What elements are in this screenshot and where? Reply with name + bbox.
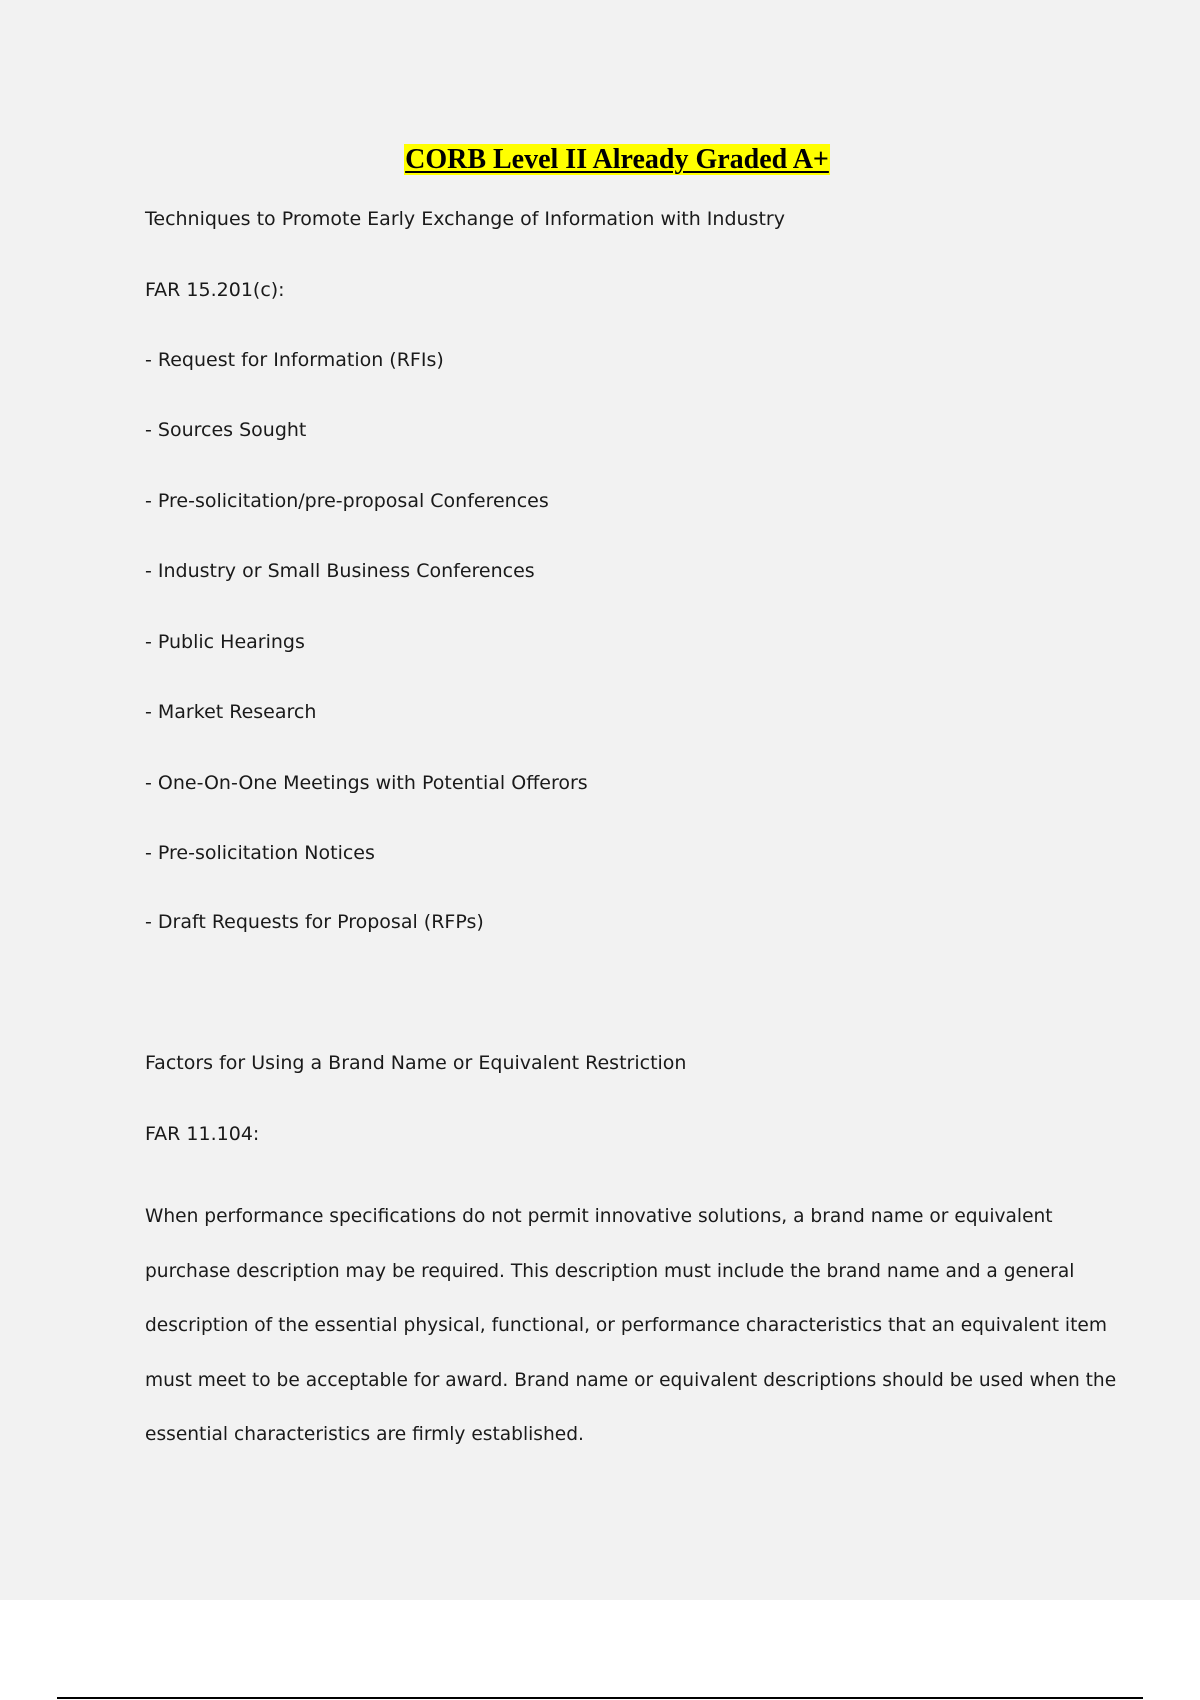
list-item: - Pre-solicitation/pre-proposal Conferences xyxy=(145,490,549,512)
section-1-reference: FAR 15.201(c): xyxy=(145,279,285,301)
page-divider xyxy=(57,1697,1143,1699)
list-item: - One-On-One Meetings with Potential Offerors xyxy=(145,772,588,794)
paragraph-line: When performance specifications do not permit innovative solutions, a brand name or equivalent xyxy=(145,1206,1053,1227)
paragraph-line: description of the essential physical, functional, or performance characteristics that an equivalent item xyxy=(145,1315,1107,1336)
list-item: - Request for Information (RFIs) xyxy=(145,349,444,371)
document-title xyxy=(0,143,1200,177)
paragraph-line: must meet to be acceptable for award. Brand name or equivalent descriptions should be used when the xyxy=(145,1369,1117,1391)
paragraph-line: essential characteristics are firmly established. xyxy=(145,1424,584,1445)
list-item: - Public Hearings xyxy=(145,631,305,653)
list-item: - Market Research xyxy=(145,701,317,723)
list-item: - Pre-solicitation Notices xyxy=(145,842,375,864)
section-2-heading: Factors for Using a Brand Name or Equivalent Restriction xyxy=(145,1052,687,1074)
list-item: - Draft Requests for Proposal (RFPs) xyxy=(145,911,484,933)
section-2-reference: FAR 11.104: xyxy=(145,1123,260,1145)
paragraph-line: purchase description may be required. This description must include the brand name and a general xyxy=(145,1260,1075,1282)
document-title-text: CORB Level II Already Graded A+ xyxy=(405,144,829,175)
section-1-heading: Techniques to Promote Early Exchange of Information with Industry xyxy=(145,208,785,230)
section-2-paragraph xyxy=(145,1190,1117,1463)
list-item: - Sources Sought xyxy=(145,419,307,441)
list-item: - Industry or Small Business Conferences xyxy=(145,560,535,582)
